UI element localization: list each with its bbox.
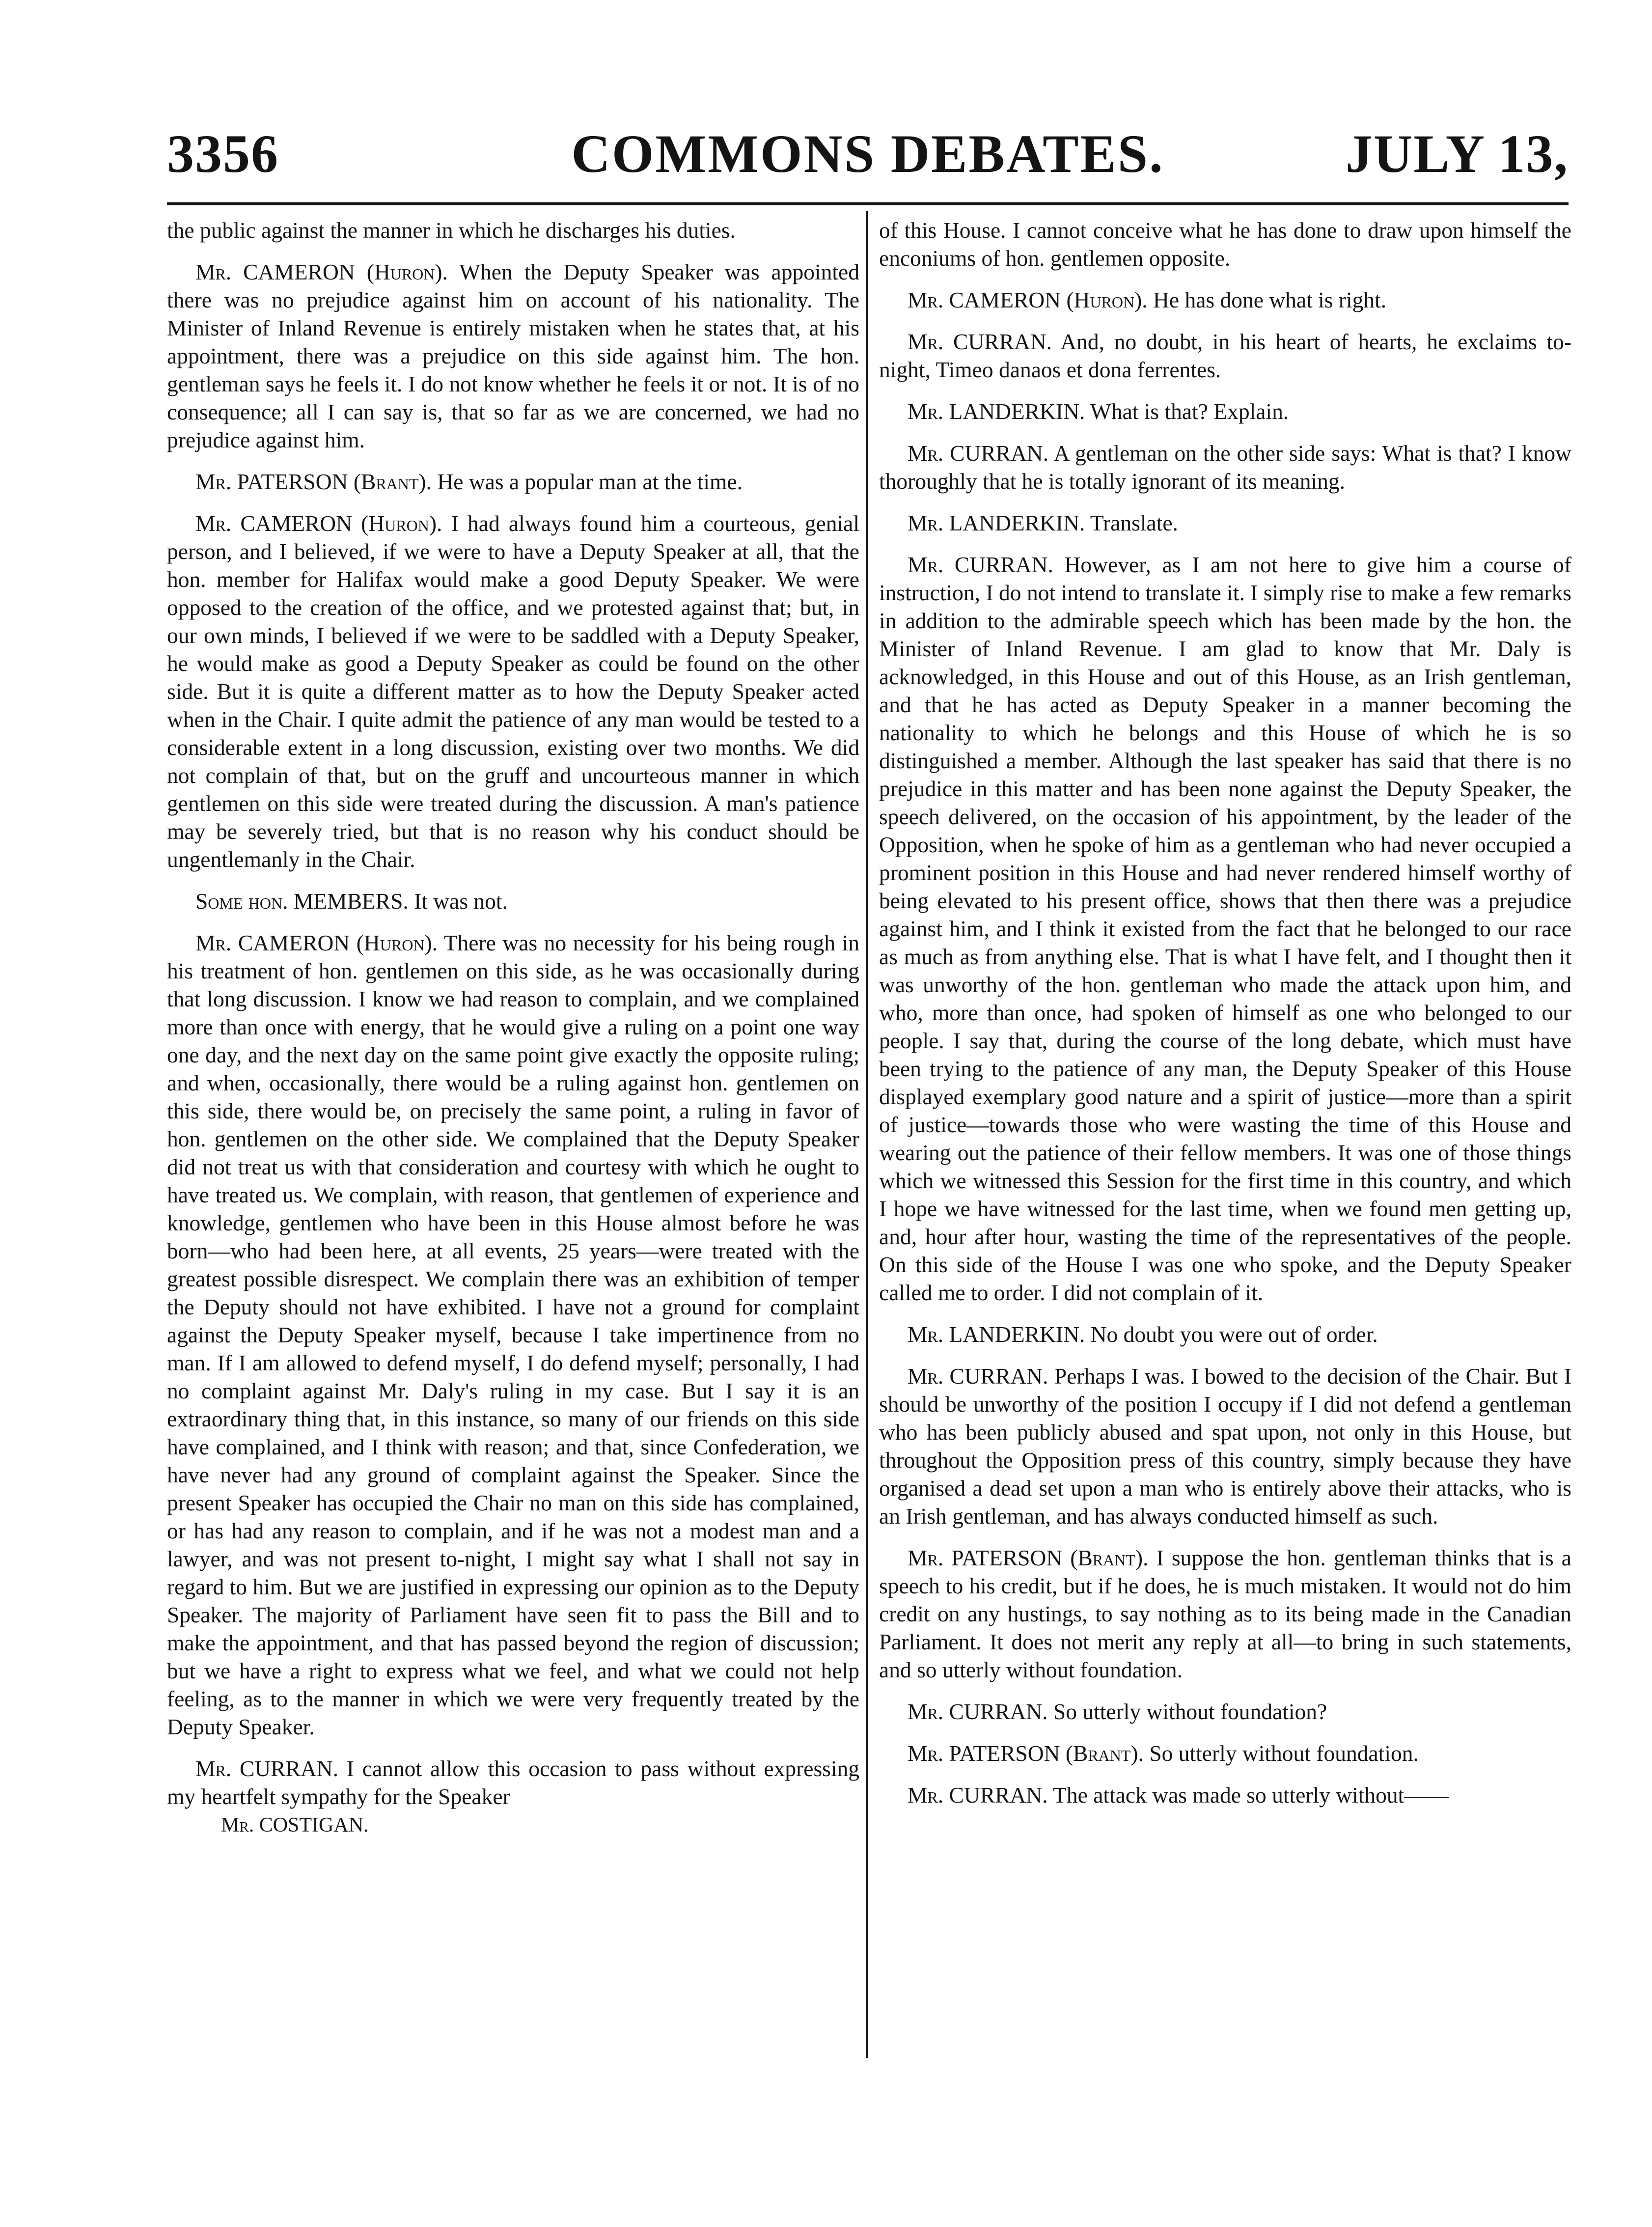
speech: [879, 509, 1571, 537]
speech: [879, 328, 1571, 384]
speech-text: No doubt you were out of order.: [1090, 1322, 1378, 1347]
speech-text: So utterly without foundation.: [1149, 1741, 1419, 1766]
speech: [879, 397, 1571, 425]
speech: [879, 1544, 1571, 1684]
speech: [167, 929, 859, 1741]
speech: [167, 1754, 859, 1810]
speech-text: When the Deputy Speaker was appointed there was no prejudice against him on account of his nationality. The Minister of Inland Revenue is entirely mistaken when he states that, at his appointment, there was a prejudice on this side against him. The hon. gentleman says he feels it. I do not know whether he feels it or not. It is of no consequence; all I can say is, that so far as we are concerned, we had no prejudice against him.: [167, 259, 859, 452]
speaker-name: Mr. CAMERON (Huron).: [195, 511, 442, 536]
speech: [879, 1739, 1571, 1767]
paragraph-text: the public against the manner in which he discharges his duties.: [167, 218, 736, 243]
speech: [879, 1698, 1571, 1726]
speech-text: And, no doubt, in his heart of hearts, he exclaims to-night, Timeo danaos et dona ferrentes.: [879, 329, 1572, 382]
speaker-name: Mr. PATERSON (Brant).: [908, 1741, 1144, 1766]
page-header: [167, 123, 1569, 196]
speech: [167, 258, 859, 454]
page-date: JULY 13,: [1345, 124, 1569, 184]
left-column: [167, 216, 859, 1839]
speech-text: The attack was made so utterly without——: [1053, 1782, 1449, 1808]
page-footer-name: Mr. COSTIGAN.: [221, 1814, 369, 1837]
right-column: [879, 216, 1571, 1809]
speaker-name: Mr. PATERSON (Brant).: [195, 469, 432, 494]
speaker-name: Mr. CAMERON (Huron).: [195, 930, 438, 955]
speech: [167, 468, 859, 496]
speech: [167, 887, 859, 915]
speech-text: He has done what is right.: [1153, 287, 1387, 312]
speaker-name: Mr. LANDERKIN.: [908, 510, 1085, 535]
speaker-name: Mr. CURRAN.: [908, 441, 1049, 466]
speech: [879, 1362, 1571, 1530]
speaker-name: Mr. PATERSON (Brant).: [908, 1545, 1149, 1570]
speech-text: What is that? Explain.: [1090, 399, 1289, 424]
speech-text: Translate.: [1090, 510, 1178, 535]
speech: [167, 509, 859, 873]
speech-text: A gentleman on the other side says: What is that? I know thoroughly that he is totally ignorant of its meaning.: [879, 441, 1572, 494]
paragraph: [879, 216, 1571, 272]
column-divider: [866, 211, 868, 2058]
speech: [879, 439, 1571, 495]
speech: [879, 1781, 1571, 1809]
page-number: 3356: [167, 124, 279, 184]
speech-text: I suppose the hon. gentleman thinks that is a speech to his credit, but if he does, he is much mistaken. It would not do him credit on any hustings, to say nothing as to its being made in the Canadian Parliament. It does not merit any reply at all—to bring in such statements, and so utterly without foundation.: [879, 1545, 1572, 1682]
speaker-name: Mr. CAMERON (Huron).: [195, 259, 448, 284]
paragraph-text: of this House. I cannot conceive what he has done to draw upon himself the enconiums of hon. gentlemen opposite.: [879, 218, 1571, 271]
speech-text: Perhaps I was. I bowed to the decision of the Chair. But I should be unworthy of the position I occupy if I did not defend a gentleman who has been publicly abused and spat upon, not only in this House, but throughout the Opposition press of this country, simply because they have organised a dead set upon a man who is entirely above their attacks, who is an Irish gentleman, and has always conducted himself as such.: [879, 1364, 1572, 1529]
speech-text: It was not.: [414, 889, 508, 914]
speaker-name: Mr. CURRAN.: [908, 1364, 1048, 1389]
speaker-name: Some hon. MEMBERS.: [195, 889, 409, 914]
speaker-name: Mr. CURRAN.: [908, 1699, 1048, 1724]
speaker-name: Mr. CAMERON (Huron).: [908, 287, 1148, 312]
speech-text: I cannot allow this occasion to pass without expressing my heartfelt sympathy for the Speaker: [167, 1756, 860, 1809]
header-rule: [167, 202, 1569, 205]
speech: [879, 551, 1571, 1307]
speech-text: So utterly without foundation?: [1053, 1699, 1327, 1724]
speaker-name: Mr. CURRAN.: [195, 1756, 338, 1781]
speech-text: He was a popular man at the time.: [437, 469, 743, 494]
speaker-name: Mr. LANDERKIN.: [908, 1322, 1085, 1347]
speaker-name: Mr. CURRAN.: [908, 1782, 1048, 1808]
speaker-name: Mr. LANDERKIN.: [908, 399, 1085, 424]
speech: [879, 286, 1571, 314]
speech-text: I had always found him a courteous, genial person, and I believed, if we were to have a Deputy Speaker at all, that the hon. member for Halifax would make a good Deputy Speaker. We were opposed to the creation of the office, and we protested against that; but, in our own minds, I believed if we were to be saddled with a Deputy Speaker, he would make as good a Deputy Speaker as could be found on the other side. But it is quite a different matter as to how the Deputy Speaker acted when in the Chair. I quite admit the patience of any man would be tested to a considerable extent in a long discussion, existing over two months. We did not complain of that, but on the gruff and uncourteous manner in which gentlemen on this side were treated during the discussion. A man's patience may be severely tried, but that is no reason why his conduct should be ungentlemanly in the Chair.: [167, 511, 859, 872]
speaker-name: Mr. CURRAN.: [908, 552, 1053, 577]
speech: [879, 1320, 1571, 1348]
publication-title: COMMONS DEBATES.: [571, 124, 1164, 184]
paragraph: [167, 216, 859, 244]
speech-text: However, as I am not here to give him a course of instruction, I do not intend to translate it. I simply rise to make a few remarks in addition to the admirable speech which has been made by the hon. the Minister of Inland Revenue. I am glad to know that Mr. Daly is acknowledged, in this House and out of this House, as an Irish gentleman, and that he has acted as Deputy Speaker in a manner becoming the nationality to which he belongs and this House of which he is so distinguished a member. Although the last speaker has said that there is no prejudice in this matter and has been none against the Deputy Speaker, the speech delivered, on the occasion of his appointment, by the leader of the Opposition, when he spoke of him as a gentleman who had never occupied a prominent position in this House and had never rendered himself worthy of being elevated to his present office, shows that then there was a prejudice against him, and I think it existed from the fact that he belonged to our race as much as from anything else. That is what I have felt, and I thought then it was unworthy of the hon. gentleman who made the attack upon him, and who, more than once, had spoken of himself as one who belonged to our people. I say that, during the course of the long debate, which must have been trying to the patience of any man, the Deputy Speaker of this House displayed exemplary good nature and a spirit of justice—more than a spirit of justice—towards those who were wasting the time of this House and wearing out the patience of their fellow members. It was one of those things which we witnessed this Session for the first time in this country, and which I hope we have witnessed for the last time, when we found men getting up, and, hour after hour, wasting the time of the representatives of the people. On this side of the House I was one who spoke, and the Deputy Speaker called me to order. I did not complain of it.: [879, 552, 1572, 1305]
speech-text: There was no necessity for his being rough in his treatment of hon. gentlemen on this side, as he was occasionally during that long discussion. I know we had reason to complain, and we complained more than once with energy, that he would give a ruling on a point one way one day, and the next day on the same point give exactly the opposite ruling; and when, occasionally, there would be a ruling against hon. gentlemen on this side, there would be, on precisely the same point, a ruling in favor of hon. gentlemen on the other side. We complained that the Deputy Speaker did not treat us with that consideration and courtesy with which he ought to have treated us. We complain, with reason, that gentlemen of experience and knowledge, gentlemen who have been in this House almost before he was born—who had been here, at all events, 25 years—were treated with the greatest possible disrespect. We complain there was an exhibition of temper the Deputy should not have exhibited. I have not a ground for complaint against the Deputy Speaker myself, because I take impertinence from no man. If I am allowed to defend myself, I do defend myself; personally, I had no complaint against Mr. Daly's ruling in my case. But I say it is an extraordinary thing that, in this instance, so many of our friends on this side have complained, and I think with reason; and that, since Confederation, we have never had any ground of complaint against the Speaker. Since the present Speaker has occupied the Chair no man on this side has complained, or has had any reason to complain, and if he was not a modest man and a lawyer, and was not present to-night, I might say what I shall not say in regard to him. But we are justified in expressing our opinion as to the Deputy Speaker. The majority of Parliament have seen fit to pass the Bill and to make the appointment, and that has passed beyond the region of discussion; but we have a right to express what we feel, and what we could not help feeling, as to the manner in which we were very frequently treated by the Deputy Speaker.: [167, 930, 859, 1739]
speaker-name: Mr. CURRAN.: [908, 329, 1052, 354]
